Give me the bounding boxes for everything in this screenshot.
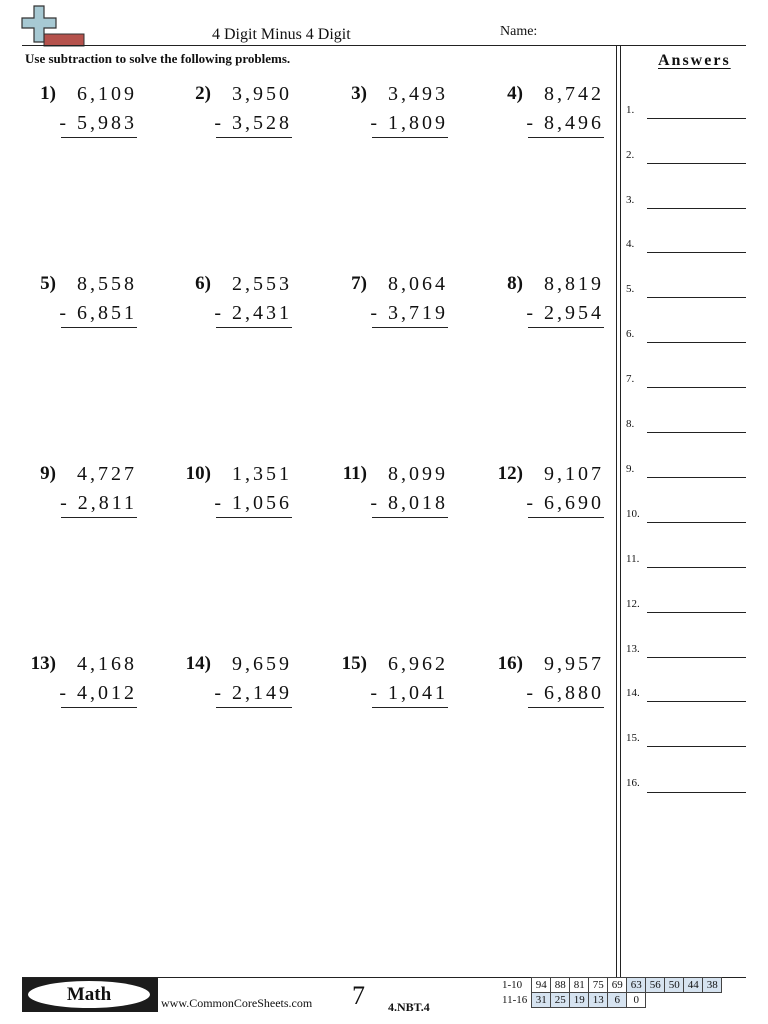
subtrahend: - 5,983 [59,112,137,134]
answer-rule [528,707,604,708]
problem-item [311,273,461,337]
problem-number: 1) [40,83,56,104]
score-cell: 0 [627,993,646,1008]
subtrahend: - 8,496 [526,112,604,134]
answer-blank[interactable] [647,432,746,433]
problem-number: 10) [185,463,211,484]
problem-item [155,653,305,717]
score-cell: 38 [703,978,722,993]
plus-minus-logo-icon [20,4,86,48]
score-cell: 81 [570,978,589,993]
minuend: 8,064 [388,273,448,295]
problem-number: 4) [507,83,523,104]
problem-item [0,83,150,147]
answer-blank[interactable] [647,387,746,388]
subtrahend: - 2,431 [214,302,292,324]
score-cell: 56 [646,978,665,993]
score-row [500,978,722,993]
answer-rule [372,327,448,328]
minuend: 2,553 [232,273,292,295]
answer-number: 5. [626,283,635,295]
score-row-label: 1-10 [502,979,523,991]
score-cell: 63 [627,978,646,993]
problem-item [467,83,617,147]
minuend: 8,558 [77,273,137,295]
problem-item [311,653,461,717]
subtrahend: - 1,041 [370,682,448,704]
answer-rule [216,707,292,708]
minuend: 9,659 [232,653,292,675]
minuend: 3,950 [232,83,292,105]
answer-rule [61,707,137,708]
answer-blank[interactable] [647,342,746,343]
answer-rule [372,707,448,708]
subtrahend: - 2,811 [60,492,137,514]
score-table [500,977,722,1008]
answer-blank[interactable] [647,297,746,298]
answer-rule [61,137,137,138]
subtrahend: - 2,954 [526,302,604,324]
answer-rule [528,137,604,138]
minuend: 8,099 [388,463,448,485]
answer-column-divider [620,46,621,978]
answer-number: 16. [626,777,640,789]
answer-rule [61,327,137,328]
answer-rule [372,137,448,138]
minuend: 4,168 [77,653,137,675]
instructions-text: Use subtraction to solve the following problems. [25,51,291,66]
score-cell: 31 [532,993,551,1008]
answer-number: 8. [626,418,635,430]
standard-code: 4.NBT.4 [388,1000,430,1014]
answer-rule [216,327,292,328]
problem-number: 3) [351,83,367,104]
answer-rule [216,137,292,138]
problem-item [467,463,617,527]
problem-item [155,463,305,527]
score-cell: 50 [665,978,684,993]
answer-number: 3. [626,194,635,206]
minuend: 9,107 [544,463,604,485]
problem-number: 16) [497,653,523,674]
score-cell: 13 [589,993,608,1008]
header-rule [22,45,746,46]
subtrahend: - 6,690 [526,492,604,514]
subtrahend: - 1,056 [214,492,292,514]
minuend: 4,727 [77,463,137,485]
answer-blank[interactable] [647,612,746,613]
answer-rule [528,327,604,328]
answer-rule [61,517,137,518]
problem-item [311,83,461,147]
answer-number: 4. [626,238,635,250]
problem-item [155,83,305,147]
score-row-label: 11-16 [502,994,528,1006]
problem-number: 2) [195,83,211,104]
website-link[interactable]: www.CommonCoreSheets.com [161,996,313,1010]
math-label: Math [28,981,150,1008]
subtrahend: - 8,018 [370,492,448,514]
problem-number: 8) [507,273,523,294]
answer-blank[interactable] [647,657,746,658]
answer-number: 13. [626,643,640,655]
score-cell: 44 [684,978,703,993]
answer-blank[interactable] [647,792,746,793]
subtrahend: - 6,851 [59,302,137,324]
problem-item [467,653,617,717]
problem-number: 5) [40,273,56,294]
answer-number: 15. [626,732,640,744]
answer-blank[interactable] [647,163,746,164]
problem-number: 13) [30,653,56,674]
page-number: 7 [352,981,365,1010]
score-cell: 19 [570,993,589,1008]
problem-item [0,653,150,717]
problem-number: 7) [351,273,367,294]
subtrahend: - 1,809 [370,112,448,134]
score-cell: 88 [551,978,570,993]
answer-rule [372,517,448,518]
score-cell: 75 [589,978,608,993]
score-row [500,993,722,1008]
minuend: 6,962 [388,653,448,675]
subtrahend: - 6,880 [526,682,604,704]
answer-number: 1. [626,104,635,116]
problem-item [0,273,150,337]
answer-number: 7. [626,373,635,385]
answer-rule [528,517,604,518]
score-cell: 25 [551,993,570,1008]
answer-blank[interactable] [647,208,746,209]
answer-blank[interactable] [647,567,746,568]
answer-number: 14. [626,687,640,699]
minuend: 8,819 [544,273,604,295]
answer-blank[interactable] [647,746,746,747]
problem-number: 6) [195,273,211,294]
problem-number: 14) [185,653,211,674]
problem-number: 15) [341,653,367,674]
answer-number: 9. [626,463,635,475]
score-cell: 69 [608,978,627,993]
answer-blank[interactable] [647,477,746,478]
answer-blank[interactable] [647,701,746,702]
answer-blank[interactable] [647,522,746,523]
subtrahend: - 3,528 [214,112,292,134]
answer-number: 11. [626,553,640,565]
answer-rule [216,517,292,518]
name-label: Name: [500,24,538,39]
answers-heading: Answers [658,52,731,69]
problem-item [155,273,305,337]
worksheet-title: 4 Digit Minus 4 Digit [212,26,351,43]
problem-number: 9) [40,463,56,484]
subtrahend: - 2,149 [214,682,292,704]
minuend: 6,109 [77,83,137,105]
subtrahend: - 3,719 [370,302,448,324]
problem-number: 12) [497,463,523,484]
answer-number: 2. [626,149,635,161]
problem-number: 11) [342,463,367,484]
answer-number: 10. [626,508,640,520]
answer-number: 6. [626,328,635,340]
minuend: 9,957 [544,653,604,675]
answer-blank[interactable] [647,118,746,119]
minuend: 3,493 [388,83,448,105]
subtrahend: - 4,012 [59,682,137,704]
score-cell: 94 [532,978,551,993]
answer-blank[interactable] [647,252,746,253]
problem-item [311,463,461,527]
answer-number: 12. [626,598,640,610]
score-cell: 6 [608,993,627,1008]
problem-item [0,463,150,527]
minuend: 8,742 [544,83,604,105]
problem-item [467,273,617,337]
minuend: 1,351 [232,463,292,485]
